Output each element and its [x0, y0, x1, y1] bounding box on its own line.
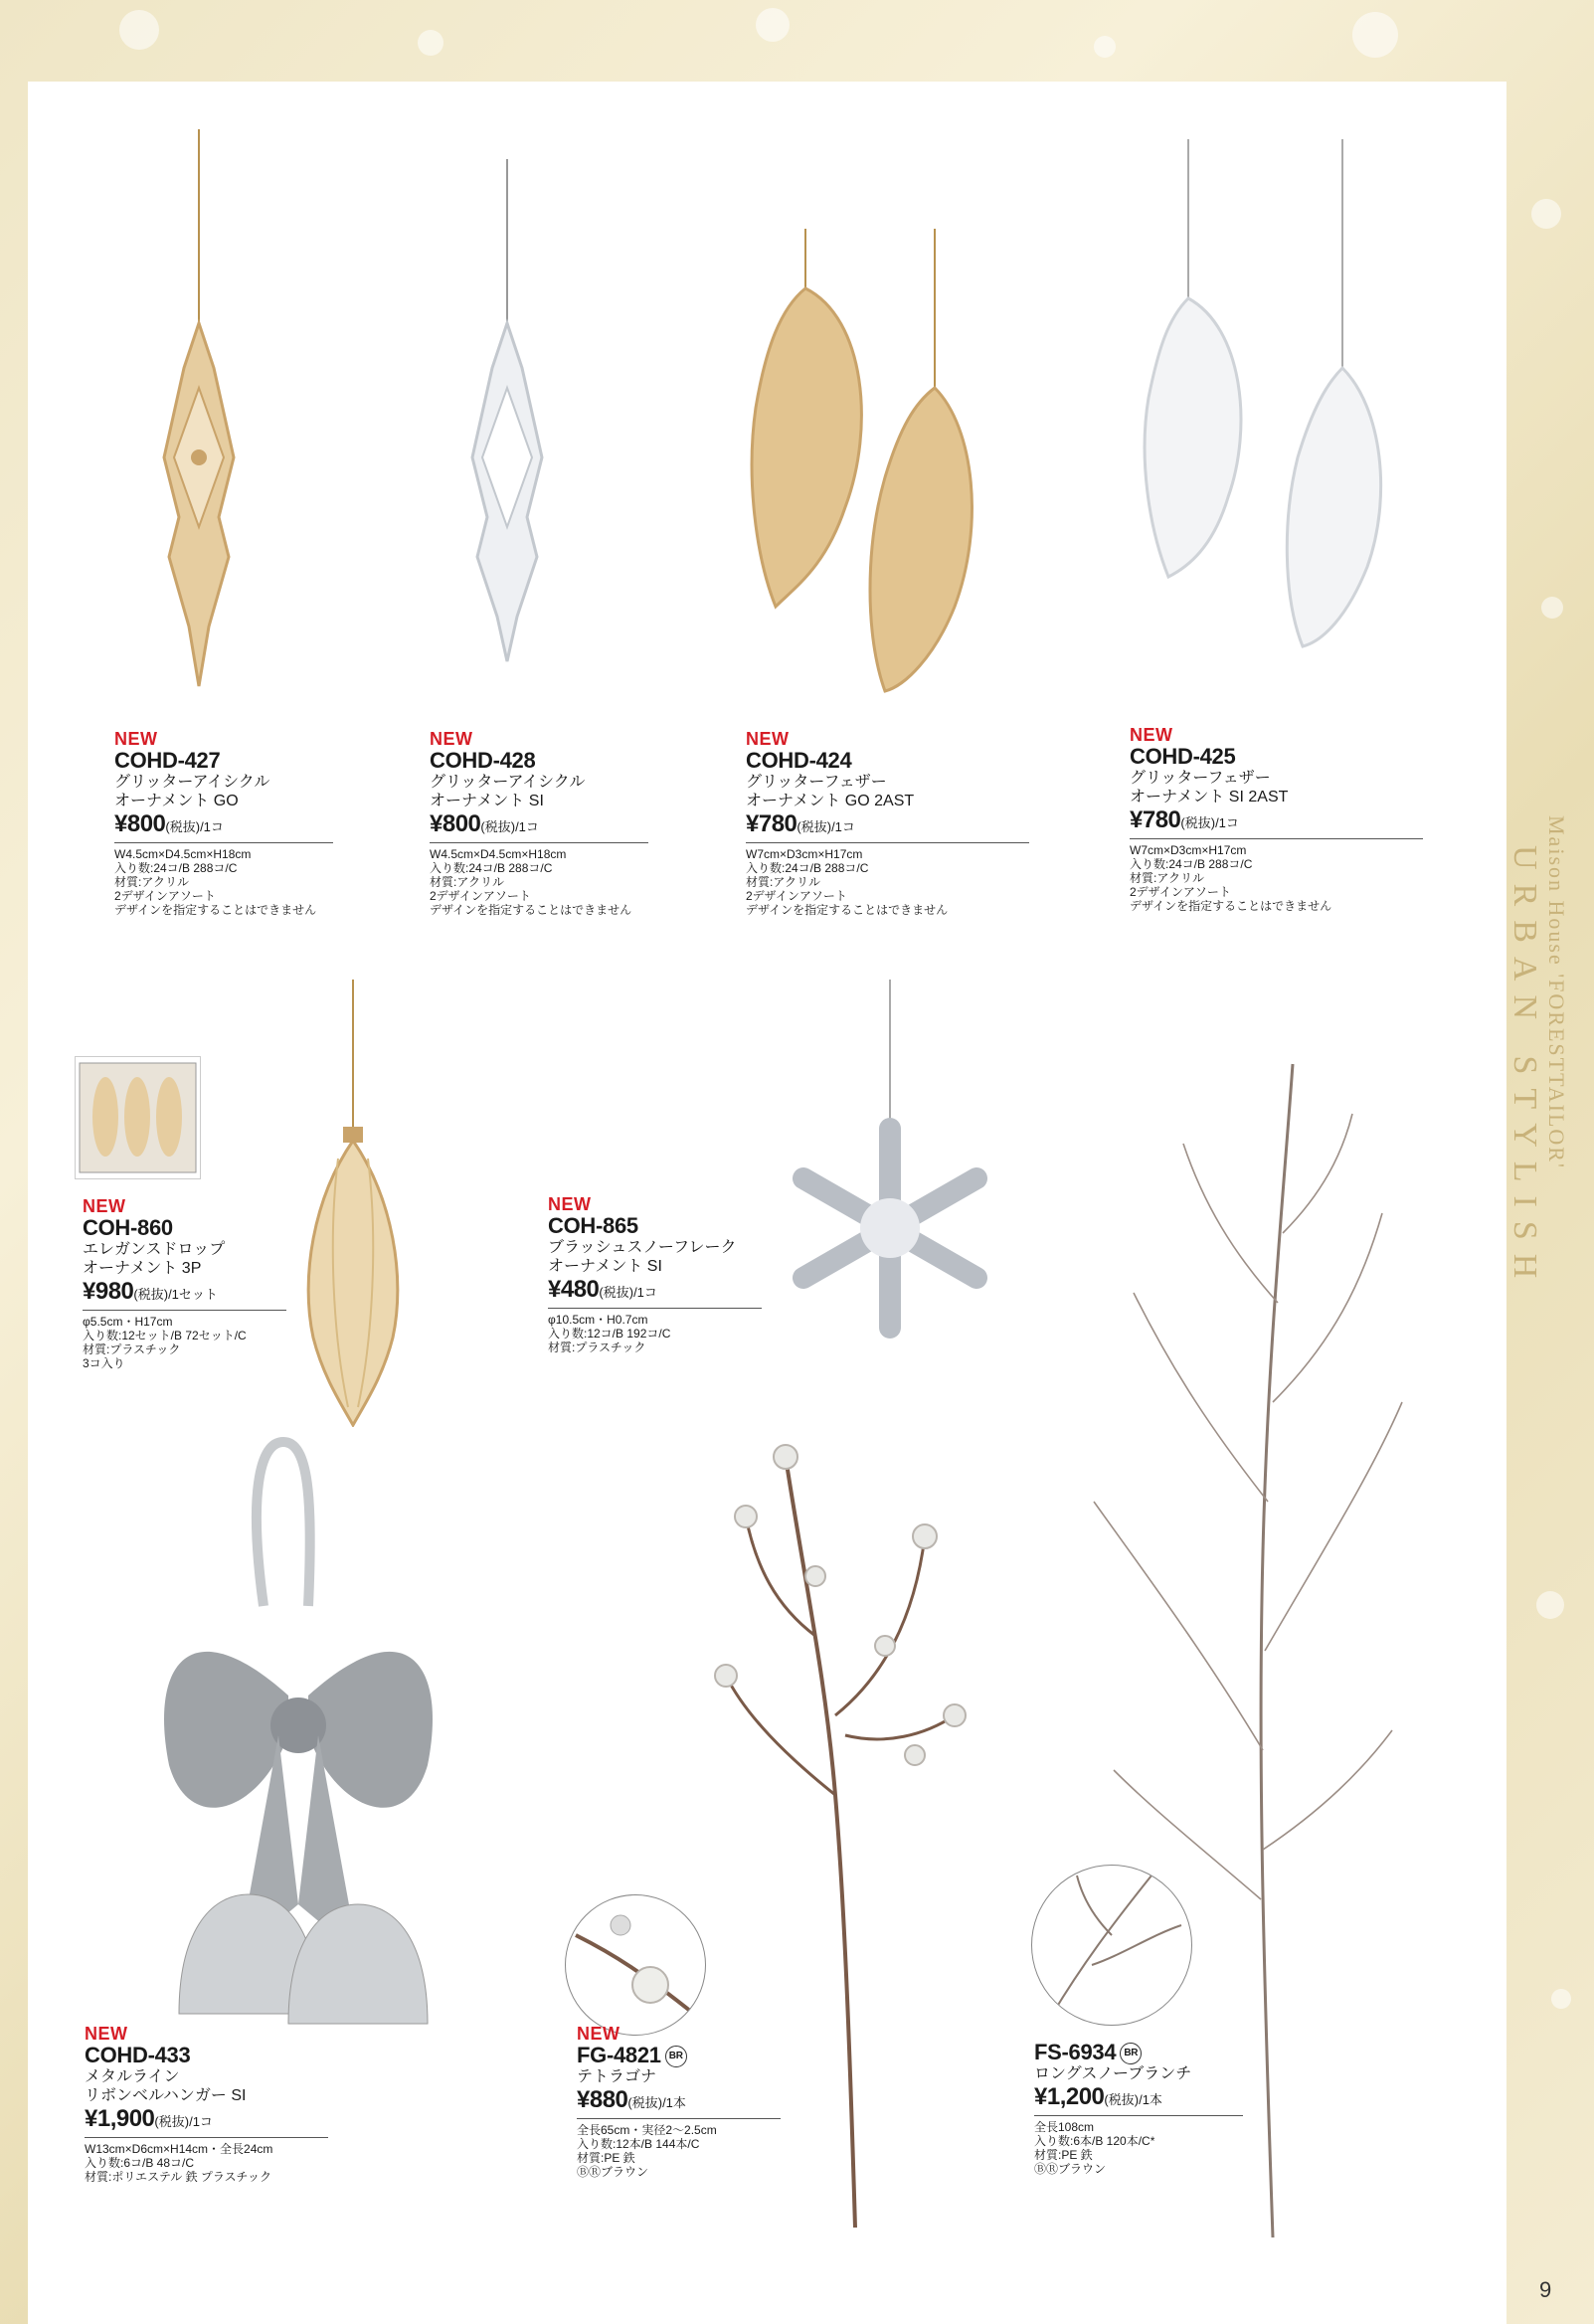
new-badge: NEW — [746, 729, 790, 749]
price-row — [548, 1276, 762, 1309]
tax-label: (税抜) — [133, 1287, 169, 1302]
product-specs — [85, 2142, 328, 2184]
unit-label: /1コ — [831, 819, 855, 834]
product-price: ¥780 — [746, 810, 797, 837]
product-cohd-433 — [85, 2024, 328, 2184]
unit-label: /1コ — [515, 819, 539, 834]
product-name-line: メタルライン — [85, 2068, 180, 2085]
product-fg-4821 — [577, 2024, 781, 2179]
spec-line: 入り数:6コ/B 48コ/C — [85, 2156, 195, 2170]
spec-line: デザインを指定することはできません — [430, 903, 632, 917]
product-price: ¥800 — [430, 810, 481, 837]
product-code — [114, 749, 333, 773]
product-name-line: オーナメント SI — [548, 1258, 662, 1275]
product-code — [1034, 2041, 1243, 2064]
unit-label: /1コ — [189, 2114, 213, 2129]
product-cohd-425 — [1130, 725, 1423, 913]
silver-icicle-ornament-image — [443, 159, 572, 666]
new-badge: NEW — [430, 729, 473, 749]
product-code-text: COHD-424 — [746, 748, 852, 773]
product-code-text: COH-860 — [83, 1215, 173, 1240]
product-name-line: グリッターフェザー — [1130, 770, 1271, 787]
spec-line: 2デザインアソート — [1130, 885, 1231, 899]
spec-line: 材質:プラスチック — [83, 1342, 181, 1356]
brand-name: Maison House 'FORESTTAILOR' — [1544, 815, 1569, 1169]
product-name-line: エレガンスドロップ — [83, 1241, 226, 1258]
product-name-line: グリッターアイシクル — [114, 774, 270, 791]
spec-line: W4.5cm×D4.5cm×H18cm — [114, 847, 252, 861]
price-row — [114, 810, 333, 843]
spec-line: 全長108cm — [1034, 2120, 1095, 2135]
product-specs — [114, 847, 333, 917]
product-price: ¥800 — [114, 810, 166, 837]
product-code-text: COHD-425 — [1130, 744, 1236, 769]
gold-feather-ornaments-image — [736, 229, 994, 696]
product-name-line: ロングスノーブランチ — [1034, 2065, 1192, 2083]
product-coh-860 — [83, 1196, 286, 1370]
product-name-line: オーナメント GO — [114, 793, 239, 809]
new-badge: NEW — [114, 729, 158, 749]
product-specs — [83, 1315, 286, 1370]
silver-feather-ornaments-image — [1134, 139, 1402, 656]
tax-label: (税抜) — [480, 819, 516, 834]
price-row — [83, 1278, 286, 1311]
product-name-line: ブラッシュスノーフレーク — [548, 1239, 737, 1256]
tax-label: (税抜) — [599, 1285, 634, 1300]
price-row — [430, 810, 648, 843]
spec-line: 材質:アクリル — [1130, 871, 1204, 885]
ornament-3p-package-image — [75, 1056, 201, 1179]
gold-drop-ornament-image — [298, 980, 408, 1427]
product-name-line: オーナメント SI 2AST — [1130, 789, 1289, 805]
product-price: ¥1,900 — [85, 2105, 155, 2132]
new-badge: NEW — [577, 2024, 620, 2044]
unit-label: /1本 — [1139, 2092, 1162, 2108]
product-price: ¥1,200 — [1034, 2083, 1105, 2111]
product-code — [85, 2044, 328, 2067]
spec-line: W4.5cm×D4.5cm×H18cm — [430, 847, 567, 861]
spec-line: 材質:アクリル — [746, 875, 820, 889]
product-cohd-424 — [746, 729, 1029, 917]
price-row — [746, 810, 1029, 843]
tax-label: (税抜) — [154, 2114, 190, 2129]
spec-line: 入り数:12コ/B 192コ/C — [548, 1327, 671, 1341]
spec-line: 入り数:12セット/B 72セット/C — [83, 1329, 247, 1342]
spec-line: デザインを指定することはできません — [746, 903, 949, 917]
spec-line: 全長65cm・実径2～2.5cm — [577, 2123, 717, 2138]
product-name-line: オーナメント GO 2AST — [746, 793, 915, 809]
unit-label: /1コ — [1215, 815, 1239, 830]
spec-line: 2デザインアソート — [430, 889, 531, 903]
product-name-line: オーナメント 3P — [83, 1260, 202, 1277]
product-price: ¥980 — [83, 1278, 134, 1305]
snow-branch-detail-inset-image — [1031, 1865, 1192, 2026]
product-code — [577, 2044, 781, 2067]
price-row — [85, 2105, 328, 2138]
product-specs — [548, 1313, 762, 1354]
spec-line: 材質:ポリエステル 鉄 プラスチック — [85, 2170, 271, 2184]
product-code-text: FS-6934 — [1034, 2040, 1117, 2064]
product-code — [1130, 745, 1423, 769]
spec-line: φ10.5cm・H0.7cm — [548, 1313, 648, 1327]
spec-line: デザインを指定することはできません — [114, 903, 317, 917]
product-cohd-427 — [114, 729, 333, 917]
unit-label: /1コ — [633, 1285, 657, 1300]
br-mark-icon: BR — [1120, 2043, 1142, 2064]
spec-line: 材質:PE 鉄 — [577, 2151, 635, 2166]
collection-title: URBAN STYLISH — [1506, 845, 1543, 1293]
tax-label: (税抜) — [1180, 815, 1216, 830]
product-code — [548, 1214, 762, 1238]
product-code — [83, 1216, 286, 1240]
product-code-text: FG-4821 — [577, 2043, 661, 2067]
silver-snowflake-ornament-image — [776, 980, 1004, 1347]
product-code — [746, 749, 1029, 773]
product-code — [430, 749, 648, 773]
new-badge: NEW — [85, 2024, 128, 2044]
product-specs — [1130, 843, 1423, 913]
product-name-line: グリッターアイシクル — [430, 774, 586, 791]
spec-line: 材質:PE 鉄 — [1034, 2148, 1093, 2163]
product-code-text: COH-865 — [548, 1213, 638, 1238]
product-name-line: オーナメント SI — [430, 793, 544, 809]
gold-icicle-ornament-image — [134, 129, 264, 696]
product-name-line: グリッターフェザー — [746, 774, 887, 791]
spec-line: 入り数:24コ/B 288コ/C — [114, 861, 238, 875]
price-row — [577, 2086, 781, 2119]
price-row — [1034, 2083, 1243, 2116]
product-price: ¥880 — [577, 2086, 628, 2114]
price-row — [1130, 806, 1423, 839]
spec-line: ⒷⓇブラウン — [577, 2165, 649, 2180]
product-specs — [746, 847, 1029, 917]
spec-line: 入り数:24コ/B 288コ/C — [430, 861, 553, 875]
spec-line: φ5.5cm・H17cm — [83, 1315, 173, 1329]
product-specs — [1034, 2120, 1243, 2176]
product-name-line: テトラゴナ — [577, 2068, 657, 2086]
product-price: ¥480 — [548, 1276, 600, 1303]
spec-line: 3コ入り — [83, 1356, 125, 1370]
spec-line: 入り数:6本/B 120本/C* — [1034, 2134, 1155, 2149]
product-cohd-428 — [430, 729, 648, 917]
product-code-text: COHD-428 — [430, 748, 536, 773]
spec-line: 材質:プラスチック — [548, 1341, 646, 1354]
unit-label: /1コ — [200, 819, 224, 834]
product-coh-865 — [548, 1194, 762, 1354]
page-number: 9 — [1539, 2277, 1552, 2302]
tetragona-detail-inset-image — [565, 1894, 706, 2036]
unit-label: /1本 — [662, 2095, 686, 2111]
br-mark-icon: BR — [665, 2046, 687, 2067]
spec-line: W13cm×D6cm×H14cm・全長24cm — [85, 2142, 273, 2156]
spec-line: 2デザインアソート — [746, 889, 847, 903]
spec-line: 入り数:24コ/B 288コ/C — [1130, 857, 1253, 871]
tax-label: (税抜) — [1104, 2092, 1140, 2108]
spec-line: 材質:アクリル — [430, 875, 504, 889]
product-specs — [430, 847, 648, 917]
tax-label: (税抜) — [165, 819, 201, 834]
product-price: ¥780 — [1130, 806, 1181, 833]
spec-line: 入り数:24コ/B 288コ/C — [746, 861, 869, 875]
tax-label: (税抜) — [627, 2095, 663, 2111]
tax-label: (税抜) — [797, 819, 832, 834]
spec-line: 2デザインアソート — [114, 889, 216, 903]
spec-line: デザインを指定することはできません — [1130, 899, 1332, 913]
spec-line: 入り数:12本/B 144本/C — [577, 2137, 700, 2152]
spec-line: W7cm×D3cm×H17cm — [746, 847, 863, 861]
sidebar-heading — [1506, 815, 1569, 1293]
new-badge: NEW — [83, 1196, 126, 1216]
spec-line: 材質:アクリル — [114, 875, 189, 889]
product-name-line: リボンベルハンガー SI — [85, 2087, 247, 2104]
new-badge: NEW — [1130, 725, 1173, 745]
spec-line: W7cm×D3cm×H17cm — [1130, 843, 1247, 857]
unit-label: /1セット — [168, 1287, 218, 1302]
new-badge: NEW — [548, 1194, 592, 1214]
product-specs — [577, 2123, 781, 2179]
spec-line: ⒷⓇブラウン — [1034, 2162, 1107, 2177]
product-code-text: COHD-433 — [85, 2043, 191, 2067]
product-code-text: COHD-427 — [114, 748, 221, 773]
product-fs-6934 — [1034, 2041, 1243, 2176]
ribbon-bell-hanger-image — [149, 1437, 447, 2044]
